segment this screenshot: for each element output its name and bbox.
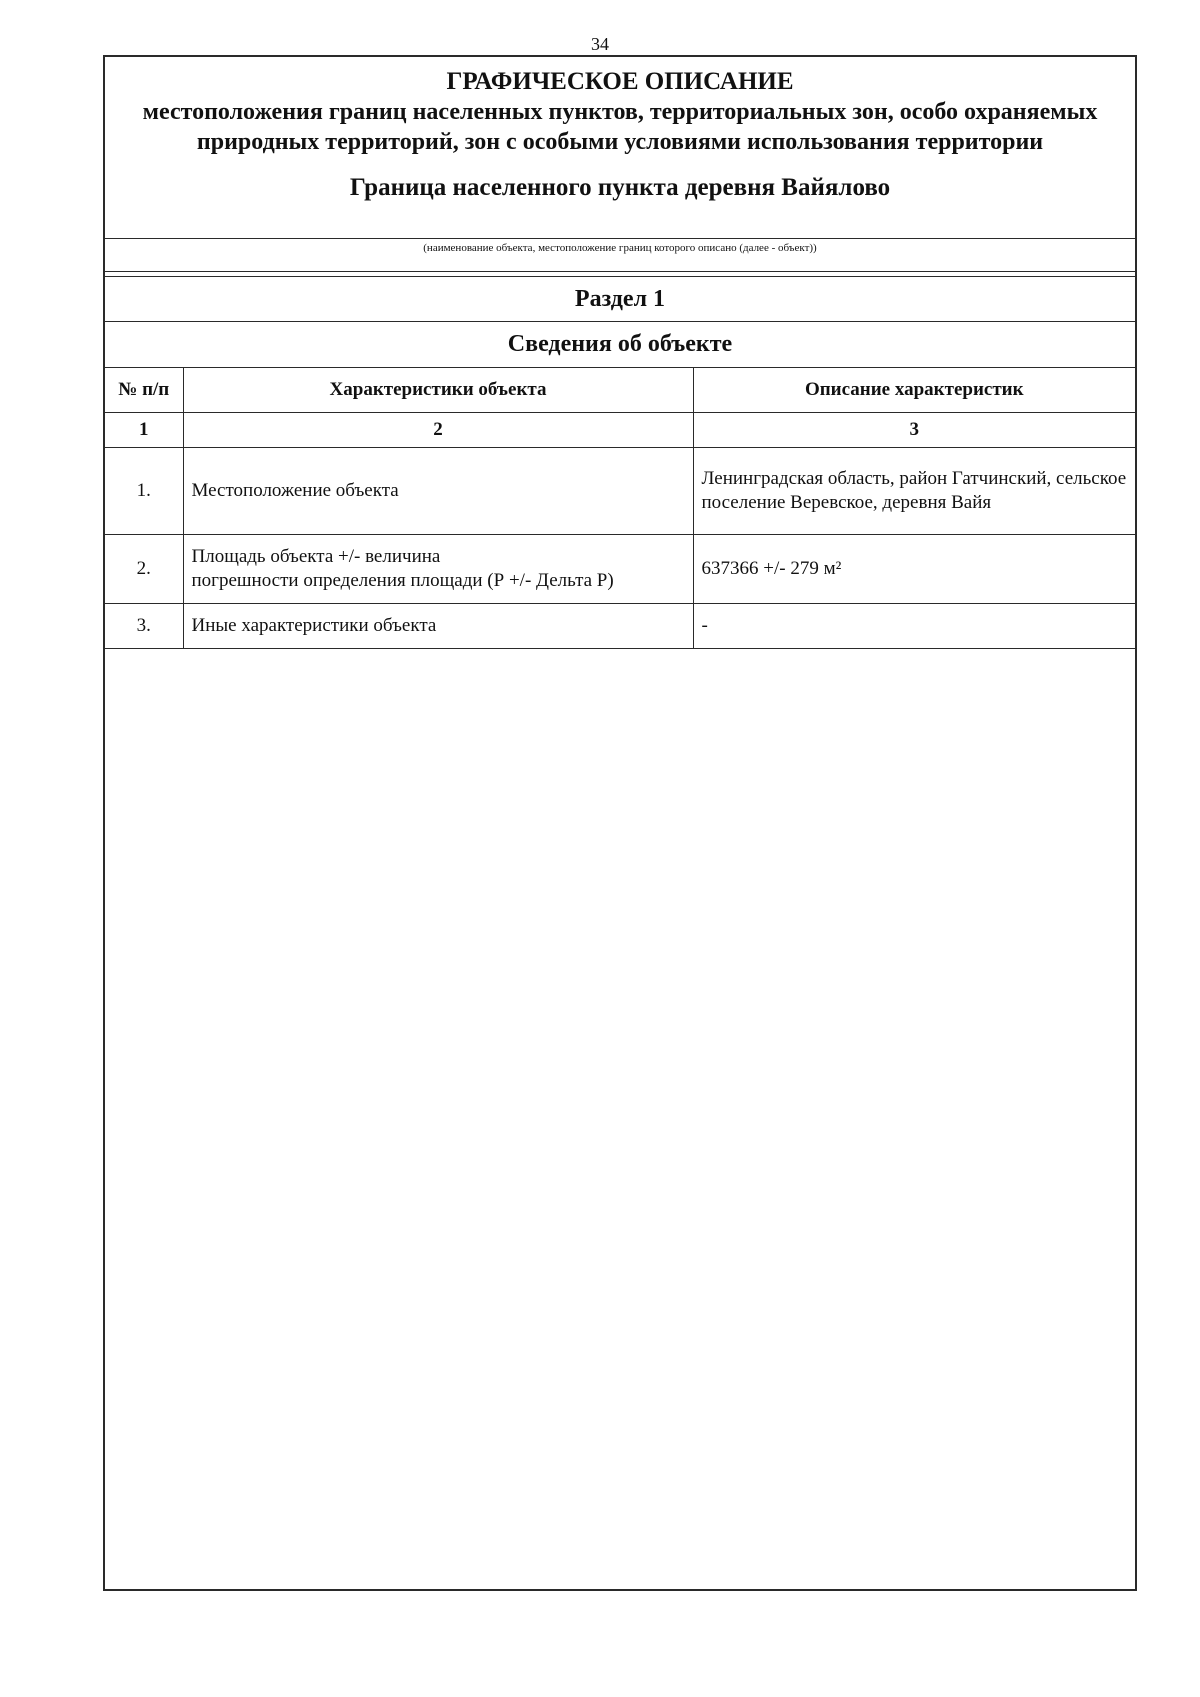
object-name: Граница населенного пункта деревня Вайялово <box>349 174 891 201</box>
row-number: 2. <box>105 535 183 604</box>
table-index-row <box>105 413 1135 448</box>
header-characteristic: Характеристики объекта <box>183 368 693 413</box>
object-caption: (наименование объекта, местоположение границ которого описано (далее - объект)) <box>105 239 1135 272</box>
index-col-1: 1 <box>105 413 183 448</box>
location-description: Ленинградская область, район Гатчинский, сельское поселение Веревское, деревня Вайя <box>701 468 1127 513</box>
table-row <box>105 448 1135 535</box>
table-header-row <box>105 368 1135 413</box>
row-characteristic <box>183 535 693 604</box>
section-subtitle: Сведения об объекте <box>105 322 1135 368</box>
index-col-3: 3 <box>693 413 1135 448</box>
row-characteristic: Местоположение объекта <box>183 448 693 535</box>
row-description: 637366 +/- 279 м² <box>693 535 1135 604</box>
header-number: № п/п <box>105 368 183 413</box>
row-description: - <box>693 604 1135 649</box>
document-title: ГРАФИЧЕСКОЕ ОПИСАНИЕ <box>446 68 794 95</box>
table-row <box>105 535 1135 604</box>
row-characteristic: Иные характеристики объекта <box>183 604 693 649</box>
document-header <box>105 57 1135 239</box>
page-number: 34 <box>591 34 609 54</box>
row-number: 1. <box>105 448 183 535</box>
section-title: Раздел 1 <box>105 276 1135 322</box>
document-subtitle: местоположения границ населенных пунктов, территориальных зон, особо охраняемых природных территорий, зон с особыми условиями использования территории <box>142 99 1098 155</box>
area-characteristic-line-2: погрешности определения площади (Р +/- Дельта Р) <box>191 570 614 591</box>
row-number: 3. <box>105 604 183 649</box>
object-info-table <box>105 368 1135 649</box>
document-frame <box>103 55 1137 1591</box>
table-row <box>105 604 1135 649</box>
area-characteristic-line-1: Площадь объекта +/- величина <box>191 546 441 567</box>
header-description: Описание характеристик <box>693 368 1135 413</box>
index-col-2: 2 <box>183 413 693 448</box>
row-description <box>693 448 1135 535</box>
